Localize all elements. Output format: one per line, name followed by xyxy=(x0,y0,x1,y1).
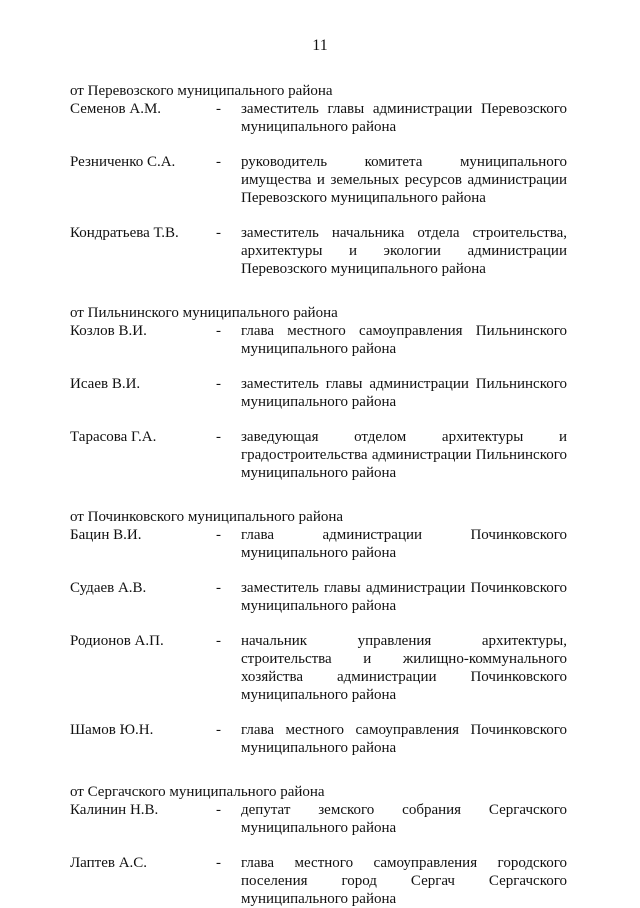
member-entry xyxy=(70,526,567,562)
member-entry xyxy=(70,854,567,908)
member-list xyxy=(70,82,567,908)
member-role: глава местного самоуправления Починковского муниципального района xyxy=(241,722,567,756)
member-name: Шамов Ю.Н. xyxy=(70,722,154,738)
member-entry xyxy=(70,428,567,482)
member-entry xyxy=(70,224,567,278)
member-role: руководитель комитета муниципального имущества и земельных ресурсов администрации Перевозского муниципального района xyxy=(241,154,567,206)
member-role: начальник управления архитектуры, строительства и жилищно-коммунального хозяйства администрации Починковского муниципального района xyxy=(241,633,567,703)
member-role: депутат земского собрания Сергачского муниципального района xyxy=(241,802,567,836)
section-sergachsky xyxy=(70,783,567,908)
member-role: глава местного самоуправления Пильнинского муниципального района xyxy=(241,323,567,357)
section-heading: от Сергачского муниципального района xyxy=(70,784,325,800)
member-dash: - xyxy=(216,722,221,738)
member-entry xyxy=(70,721,567,757)
member-entry xyxy=(70,632,567,704)
member-name: Родионов А.П. xyxy=(70,633,164,649)
member-role: заместитель главы администрации Перевозского муниципального района xyxy=(241,101,567,135)
member-role: заместитель начальника отдела строительства, архитектуры и экологии администрации Перевозского муниципального района xyxy=(241,225,567,277)
member-entry xyxy=(70,322,567,358)
member-entry xyxy=(70,375,567,411)
member-name: Калинин Н.В. xyxy=(70,802,159,818)
member-dash: - xyxy=(216,376,221,392)
member-name: Тарасова Г.А. xyxy=(70,429,157,445)
section-pilninsky xyxy=(70,304,567,482)
member-name: Судаев А.В. xyxy=(70,580,147,596)
member-role: заместитель главы администрации Пильнинского муниципального района xyxy=(241,376,567,410)
member-dash: - xyxy=(216,154,221,170)
member-entry xyxy=(70,100,567,136)
member-name: Семенов А.М. xyxy=(70,101,162,117)
member-role: заместитель главы администрации Починковского муниципального района xyxy=(241,580,567,614)
page-number: 11 xyxy=(312,37,328,54)
member-entry xyxy=(70,801,567,837)
section-perevozsky xyxy=(70,82,567,278)
member-name: Кондратьева Т.В. xyxy=(70,225,179,241)
member-name: Исаев В.И. xyxy=(70,376,141,392)
member-entry xyxy=(70,153,567,207)
section-heading: от Починковского муниципального района xyxy=(70,509,344,525)
section-heading: от Пильнинского муниципального района xyxy=(70,305,338,321)
member-dash: - xyxy=(216,225,221,241)
member-dash: - xyxy=(216,802,221,818)
member-name: Лаптев А.С. xyxy=(70,855,148,871)
member-name: Бацин В.И. xyxy=(70,527,142,543)
member-entry xyxy=(70,579,567,615)
member-dash: - xyxy=(216,633,221,649)
member-name: Козлов В.И. xyxy=(70,323,147,339)
member-role: заведующая отделом архитектуры и градостроительства администрации Пильнинского муниципального района xyxy=(241,429,567,481)
member-dash: - xyxy=(216,855,221,871)
member-dash: - xyxy=(216,580,221,596)
member-dash: - xyxy=(216,527,221,543)
member-dash: - xyxy=(216,323,221,339)
section-heading: от Перевозского муниципального района xyxy=(70,83,333,99)
member-dash: - xyxy=(216,101,221,117)
member-role: глава администрации Починковского муниципального района xyxy=(241,527,567,561)
member-dash: - xyxy=(216,429,221,445)
section-pochinkovsky xyxy=(70,508,567,757)
member-name: Резниченко С.А. xyxy=(70,154,176,170)
member-role: глава местного самоуправления городского поселения город Сергач Сергачского муниципального района xyxy=(241,855,567,907)
